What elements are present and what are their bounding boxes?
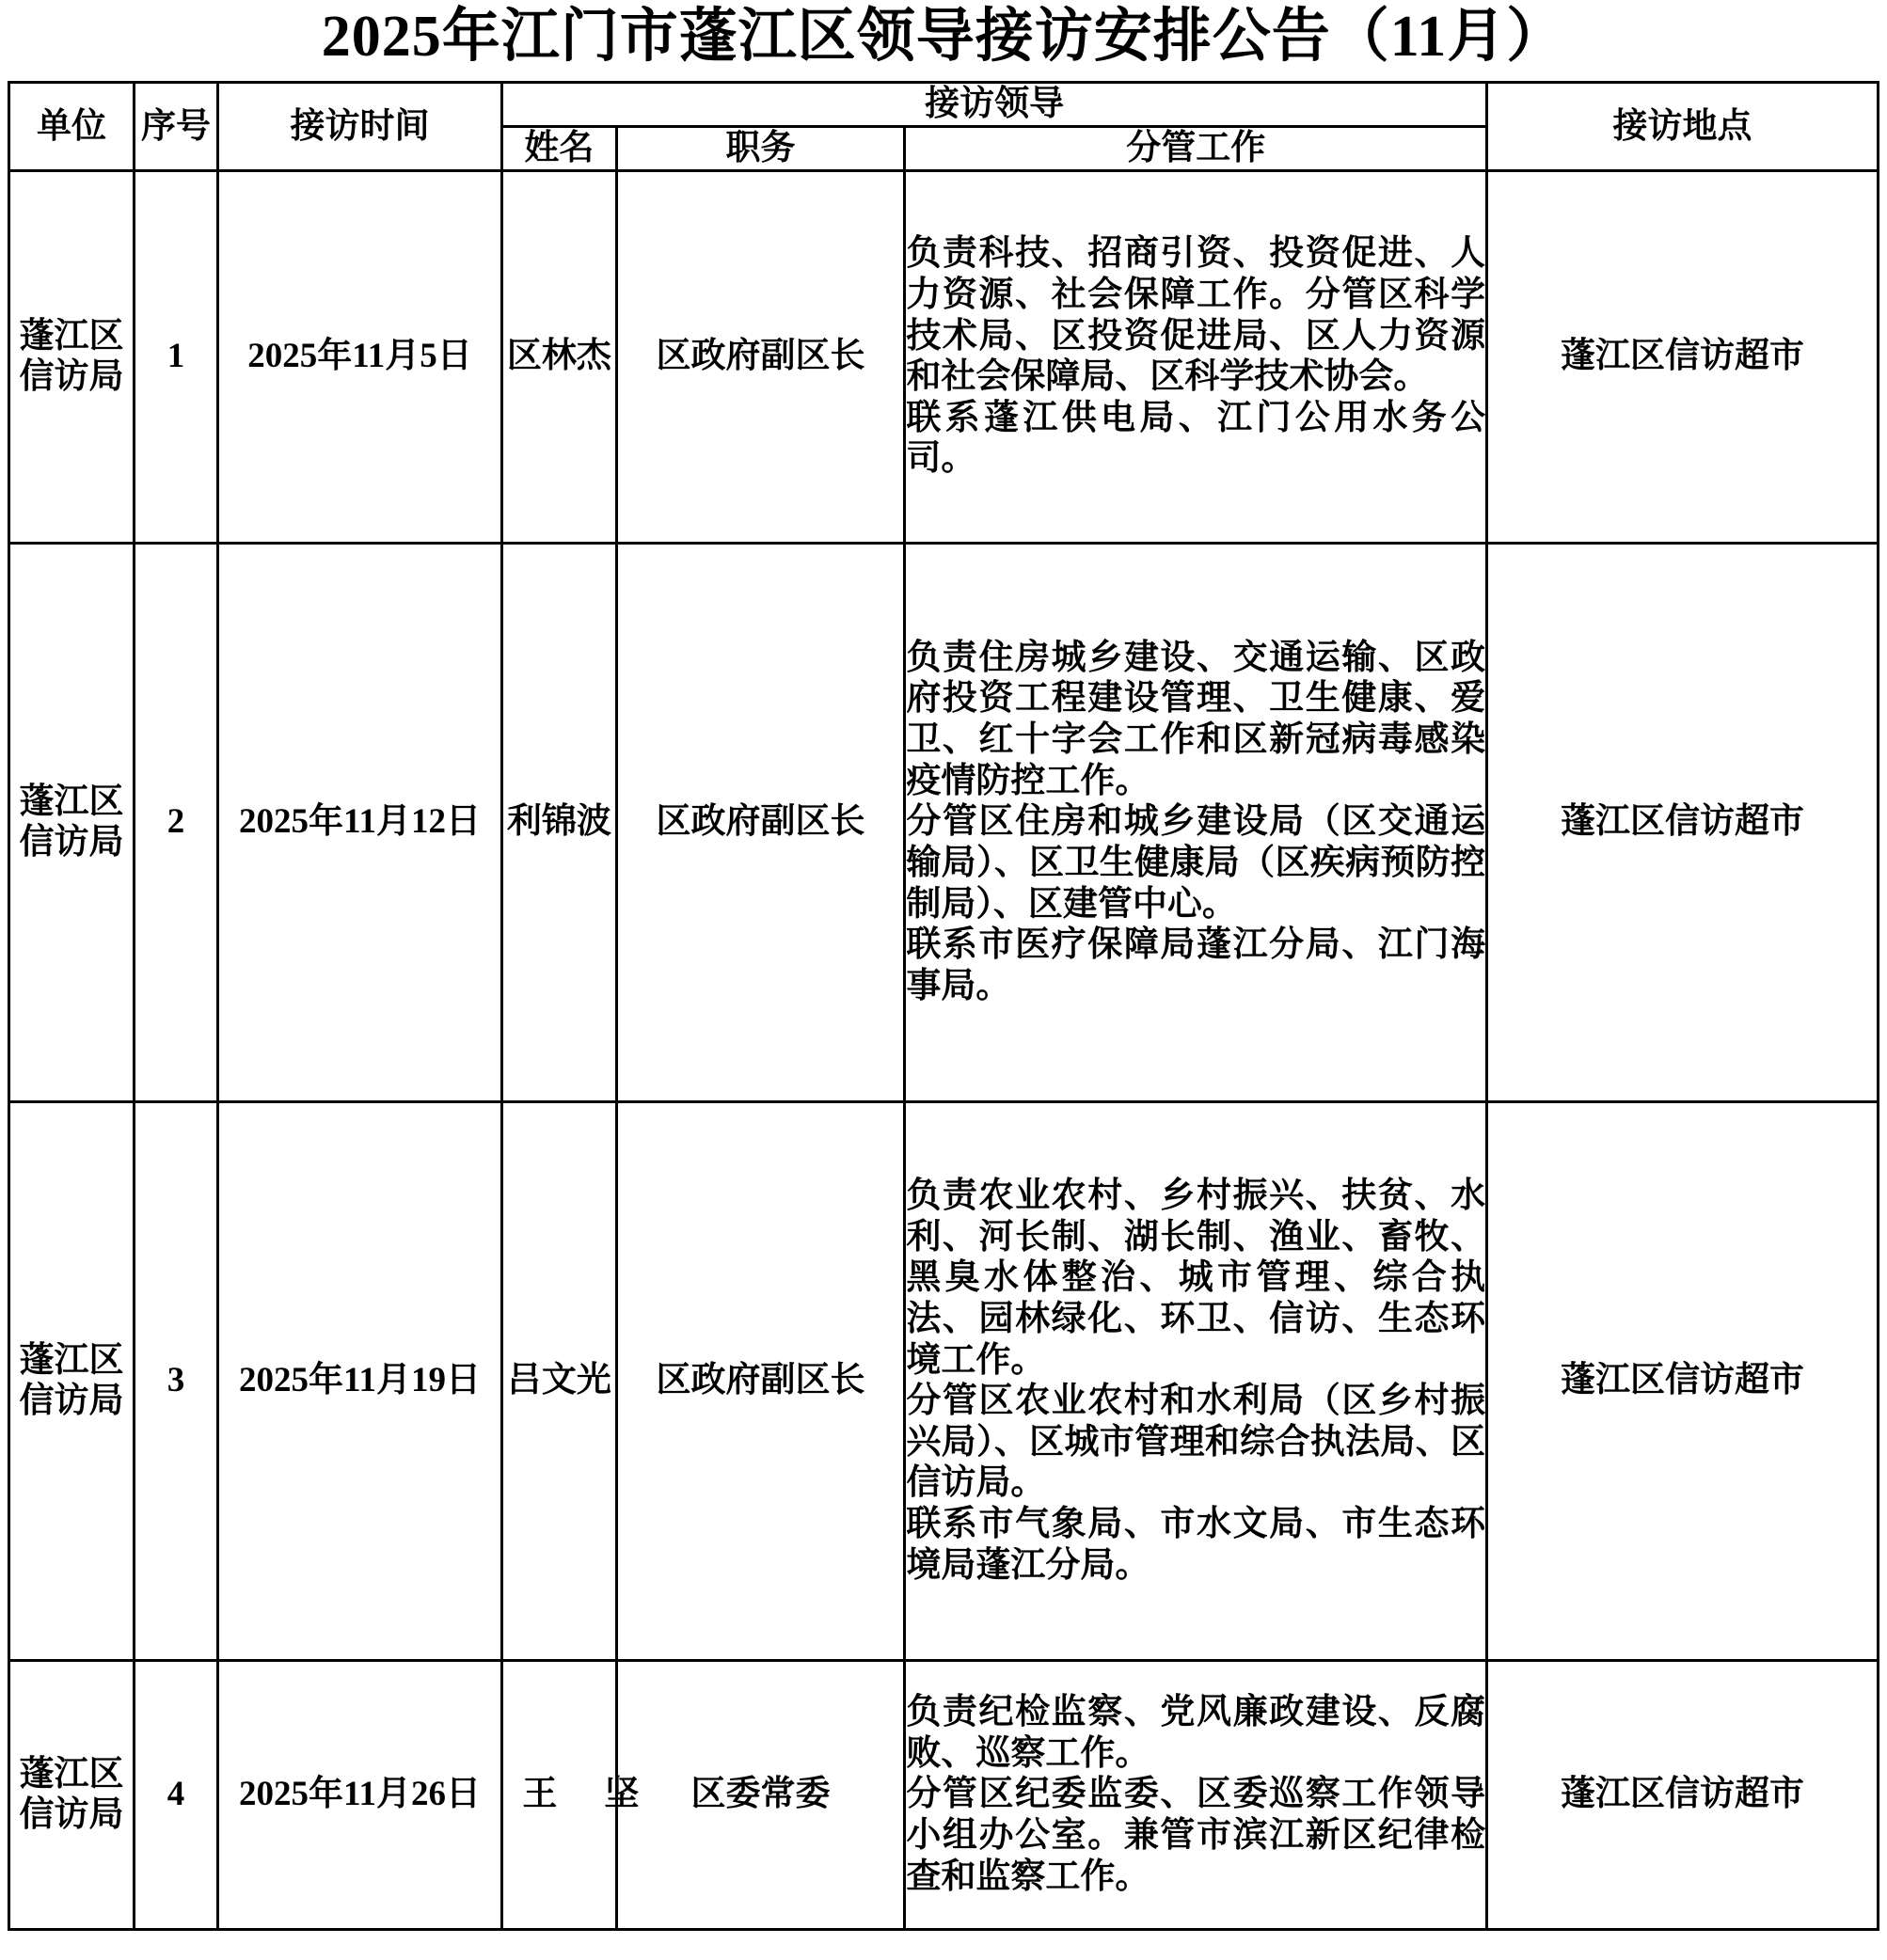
table-header [9, 83, 1879, 171]
cell-leader-position: 区委常委 [616, 1660, 905, 1929]
cell-reception-time: 2025年11月26日 [218, 1660, 502, 1929]
cell-reception-place: 蓬江区信访超市 [1487, 1101, 1879, 1660]
cell-reception-place: 蓬江区信访超市 [1487, 543, 1879, 1101]
leader-reception-schedule-table [8, 81, 1879, 1931]
cell-leader-position: 区政府副区长 [616, 1101, 905, 1660]
duty-paragraph: 联系市医疗保障局蓬江分局、江门海事局。 [906, 925, 1486, 1005]
unit-line-2: 信访局 [19, 1382, 124, 1421]
table-body [9, 170, 1879, 1929]
cell-leader-position: 区政府副区长 [616, 170, 905, 543]
unit-line-2: 信访局 [19, 1795, 124, 1835]
unit-line-1: 蓬江区 [19, 782, 124, 821]
cell-leader-name: 区林杰 [502, 170, 617, 543]
cell-reception-time: 2025年11月19日 [218, 1101, 502, 1660]
duty-paragraph: 分管区农业农村和水利局（区乡村振兴局）、区城市管理和综合执法局、区信访局。 [906, 1382, 1486, 1503]
cell-leader-name: 王 坚 [502, 1660, 617, 1929]
cell-unit [9, 1660, 135, 1929]
duty-paragraph: 负责农业农村、乡村振兴、扶贫、水利、河长制、湖长制、渔业、畜牧、黑臭水体整治、城市管理、综合执法、园林绿化、环卫、信访、生态环境工作。 [906, 1176, 1486, 1380]
cell-leader-name: 吕文光 [502, 1101, 617, 1660]
cell-unit [9, 543, 135, 1101]
table-row [9, 170, 1879, 543]
cell-reception-time: 2025年11月5日 [218, 170, 502, 543]
cell-reception-time: 2025年11月12日 [218, 543, 502, 1101]
column-header-unit: 单位 [9, 83, 135, 171]
cell-sequence: 4 [134, 1660, 217, 1929]
cell-duties [905, 1660, 1487, 1929]
cell-reception-place: 蓬江区信访超市 [1487, 1660, 1879, 1929]
column-header-sequence: 序号 [134, 83, 217, 171]
table-row [9, 1660, 1879, 1929]
unit-line-1: 蓬江区 [19, 1340, 124, 1380]
table-row [9, 543, 1879, 1101]
cell-leader-position: 区政府副区长 [616, 543, 905, 1101]
column-header-reception-time: 接访时间 [218, 83, 502, 171]
cell-unit [9, 170, 135, 543]
column-header-duties: 分管工作 [905, 126, 1487, 170]
cell-duties [905, 170, 1487, 543]
column-header-group-receiving-leader: 接访领导 [502, 83, 1487, 127]
duty-paragraph: 分管区纪委监委、区委巡察工作领导小组办公室。兼管市滨江新区纪律检查和监察工作。 [906, 1775, 1486, 1896]
duty-paragraph: 联系蓬江供电局、江门公用水务公司。 [906, 398, 1486, 479]
cell-duties [905, 543, 1487, 1101]
unit-line-2: 信访局 [19, 823, 124, 862]
column-header-name: 姓名 [502, 126, 617, 170]
cell-unit [9, 1101, 135, 1660]
duty-paragraph: 分管区住房和城乡建设局（区交通运输局）、区卫生健康局（区疾病预防控制局）、区建管中心。 [906, 802, 1486, 924]
unit-line-1: 蓬江区 [19, 1754, 124, 1794]
duty-paragraph: 负责纪检监察、党风廉政建设、反腐败、巡察工作。 [906, 1693, 1486, 1773]
duty-paragraph: 负责科技、招商引资、投资促进、人力资源、社会保障工作。分管区科学技术局、区投资促进局、区人力资源和社会保障局、区科学技术协会。 [906, 234, 1486, 397]
table-row [9, 1101, 1879, 1660]
cell-sequence: 3 [134, 1101, 217, 1660]
column-header-reception-place: 接访地点 [1487, 83, 1879, 171]
cell-leader-name: 利锦波 [502, 543, 617, 1101]
page-title: 2025年江门市蓬江区领导接访安排公告（11月） [321, 5, 1566, 69]
duty-paragraph: 负责住房城乡建设、交通运输、区政府投资工程建设管理、卫生健康、爱卫、红十字会工作和区新冠病毒感染疫情防控工作。 [906, 638, 1486, 800]
unit-line-2: 信访局 [19, 357, 124, 397]
duty-paragraph: 联系市气象局、市水文局、市生态环境局蓬江分局。 [906, 1505, 1486, 1585]
cell-sequence: 2 [134, 543, 217, 1101]
header-row-top [9, 83, 1879, 127]
column-header-position: 职务 [616, 126, 905, 170]
cell-reception-place: 蓬江区信访超市 [1487, 170, 1879, 543]
cell-sequence: 1 [134, 170, 217, 543]
unit-line-1: 蓬江区 [19, 316, 124, 356]
cell-duties [905, 1101, 1487, 1660]
